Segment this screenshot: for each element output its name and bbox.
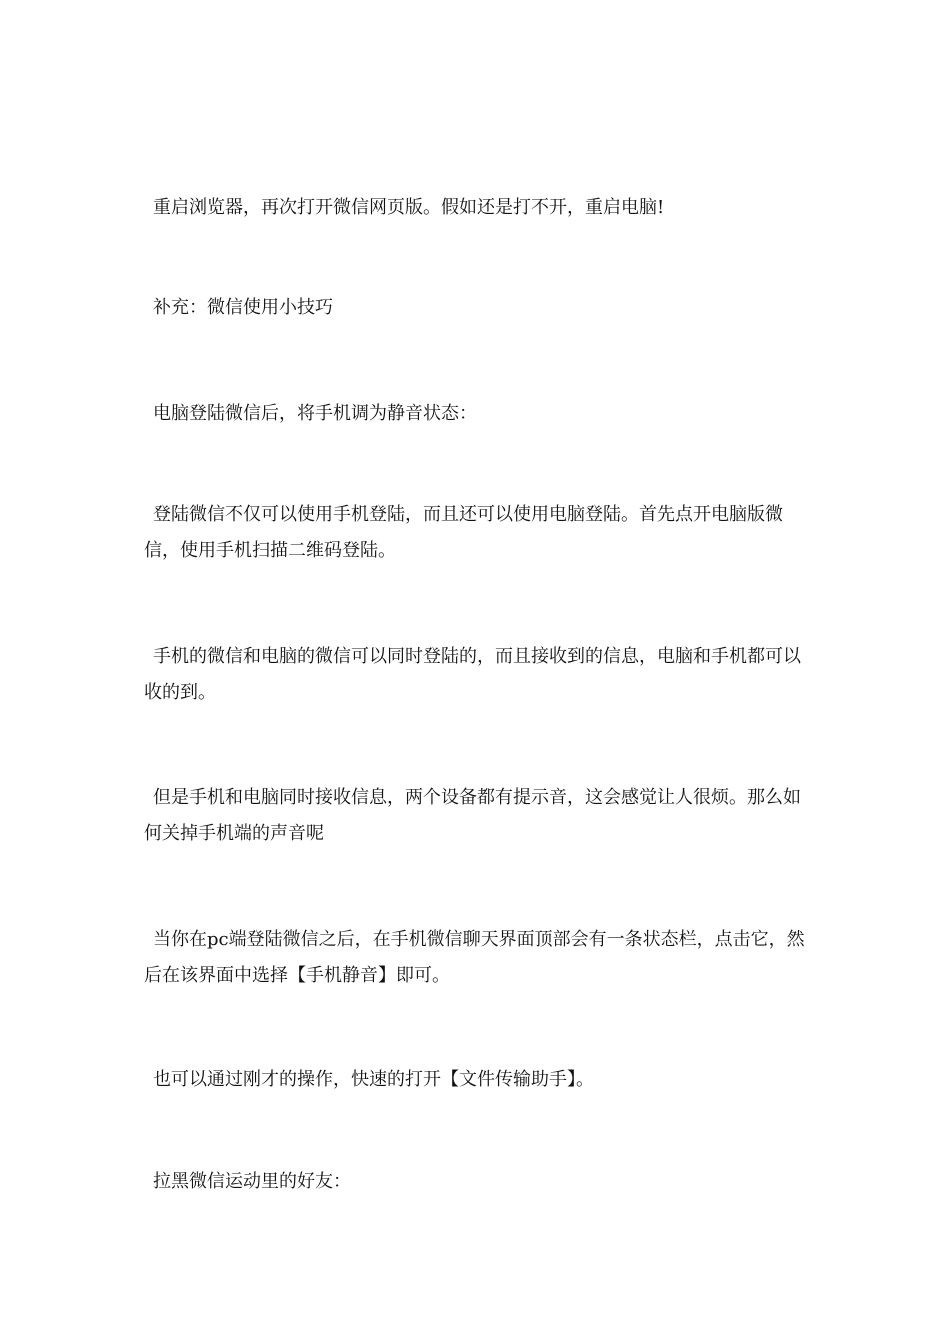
paragraph-mute-phone-heading: 电脑登陆微信后，将手机调为静音状态： [153, 403, 477, 424]
paragraph-file-transfer: 也可以通过刚才的操作，快速的打开【文件传输助手】。 [153, 1069, 594, 1090]
paragraph-status-bar-mute: 当你在pc端登陆微信之后，在手机微信聊天界面顶部会有一条状态栏，点击它，然后在该界面中选择【手机静音】即可。 [144, 929, 805, 986]
paragraph-simultaneous-login: 手机的微信和电脑的微信可以同时登陆的，而且接收到的信息，电脑和手机都可以收的到。 [144, 646, 801, 703]
paragraph-block-werun-friends: 拉黑微信运动里的好友： [153, 1171, 351, 1192]
paragraph-restart-browser: 重启浏览器，再次打开微信网页版。假如还是打不开，重启电脑! [153, 197, 665, 218]
paragraph-notification-sound: 但是手机和电脑同时接收信息，两个设备都有提示音，这会感觉让人很烦。那么如何关掉手机端的声音呢 [144, 787, 801, 844]
paragraph-pc-login: 登陆微信不仅可以使用手机登陆，而且还可以使用电脑登陆。首先点开电脑版微信，使用手机扫描二维码登陆。 [144, 504, 783, 561]
paragraph-supplement-heading: 补充：微信使用小技巧 [153, 297, 333, 318]
